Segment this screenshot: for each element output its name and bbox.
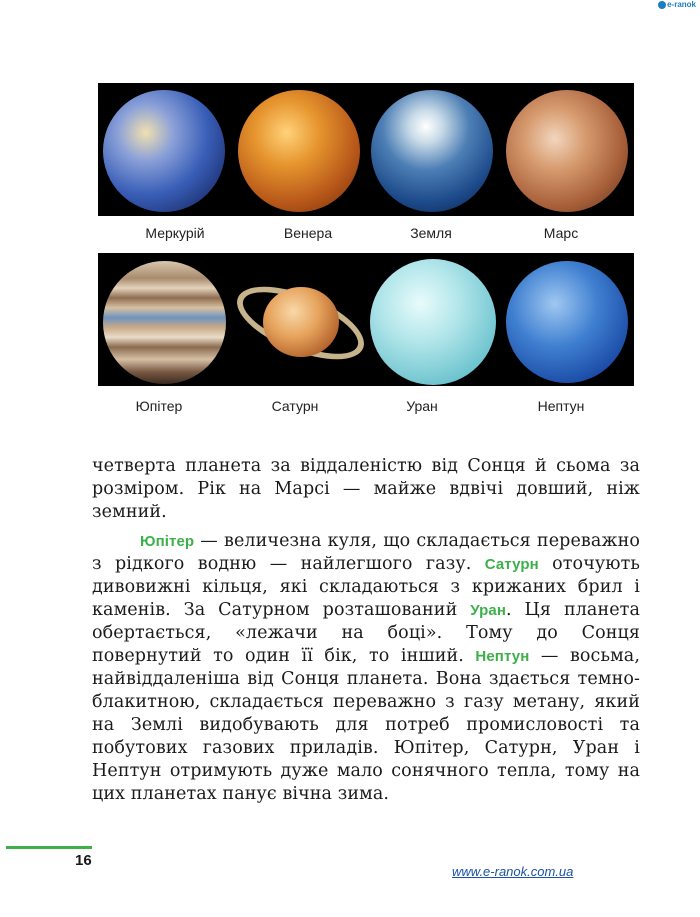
neptune-image xyxy=(506,261,628,383)
text-segment: — величезна куля, що складається переважно з рідкого водню — найлегшого газу. xyxy=(92,531,640,574)
caption-jupiter: Юпітер xyxy=(135,398,183,414)
mars-image xyxy=(506,90,628,212)
caption-uranus: Уран xyxy=(406,398,438,414)
saturn-image xyxy=(233,273,368,371)
publisher-logo xyxy=(658,0,696,9)
planets-strip-2 xyxy=(98,253,634,386)
jupiter-image xyxy=(103,261,226,384)
mercury-image xyxy=(103,90,225,212)
caption-saturn: Сатурн xyxy=(271,398,319,414)
page-number: 16 xyxy=(75,852,92,869)
logo-icon xyxy=(658,1,666,9)
venus-image xyxy=(238,90,360,212)
keyword-saturn: Сатурн xyxy=(484,556,539,573)
uranus-image xyxy=(370,259,496,385)
body-text xyxy=(92,455,640,806)
paragraph-giants xyxy=(92,530,640,806)
keyword-uranus: Уран xyxy=(470,602,506,619)
publisher-link[interactable]: www.e-ranok.com.ua xyxy=(452,864,574,879)
text-segment: . Ця планета обертається, «лежачи на боці». Тому до Сонця повернутий то один її бік, то інший. xyxy=(92,600,640,666)
earth-image xyxy=(371,90,493,212)
keyword-jupiter: Юпітер xyxy=(140,533,195,550)
caption-mercury: Меркурій xyxy=(145,225,205,241)
caption-venus: Венера xyxy=(283,225,333,241)
text-segment: — восьма, найвіддаленіша від Сонця планета. Вона здається темно-блакитною, складається переважно з газу метану, який на Землі видобувають для потреб промисловості та побутових газових приладів. Юпітер, Сатурн, Уран і Нептун отримують дуже мало сонячного тепла, тому на цих планетах панує вічна зима. xyxy=(92,646,640,804)
text-segment: оточують дивовижні кільця, які складаються з крижаних брил і каменів. За Сатурном розташований xyxy=(92,554,641,620)
logo-text: e-ranok xyxy=(667,0,696,9)
caption-mars: Марс xyxy=(543,225,579,241)
footer-accent-bar xyxy=(6,846,92,849)
caption-neptune: Нептун xyxy=(537,398,585,414)
planets-strip-1 xyxy=(98,83,634,216)
keyword-neptune: Нептун xyxy=(475,648,530,665)
caption-earth: Земля xyxy=(410,225,452,241)
paragraph-mars-end: четверта планета за віддаленістю від Сонця й сьома за розміром. Рік на Марсі — майже вдвічі довший, ніж земний. xyxy=(92,456,640,522)
